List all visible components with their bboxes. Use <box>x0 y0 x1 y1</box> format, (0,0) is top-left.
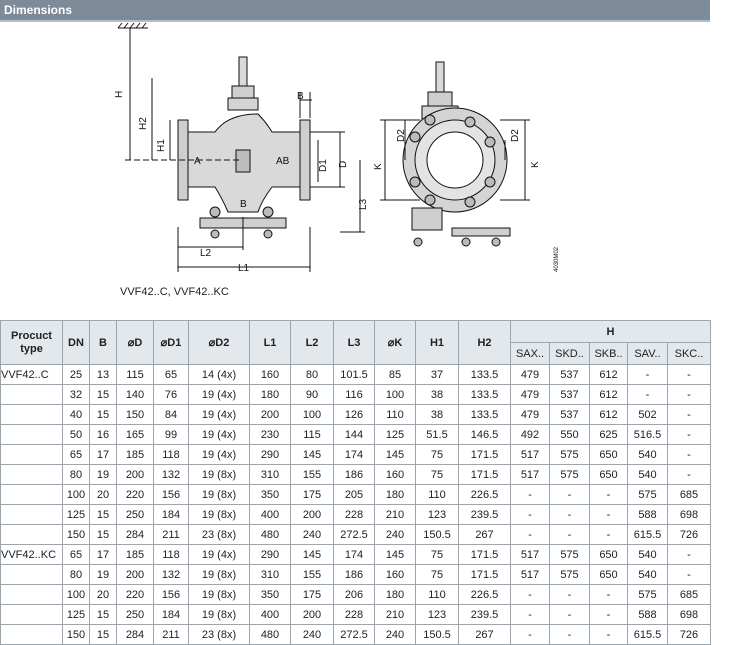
table-cell: 160 <box>250 365 291 385</box>
table-cell: 20 <box>90 485 117 505</box>
table-cell: 171.5 <box>459 565 511 585</box>
table-cell: - <box>668 425 711 445</box>
table-cell: - <box>668 365 711 385</box>
product-type-cell <box>1 625 63 645</box>
table-cell: 150 <box>63 625 90 645</box>
section-title: Dimensions <box>4 3 73 17</box>
table-cell: 145 <box>291 445 334 465</box>
table-cell: 615.5 <box>628 625 668 645</box>
table-cell: 200 <box>291 605 334 625</box>
table-cell: 118 <box>154 545 189 565</box>
header-d: ⌀D <box>117 321 154 365</box>
table-cell: 685 <box>668 585 711 605</box>
table-cell: 210 <box>375 605 416 625</box>
table-cell: 250 <box>117 605 154 625</box>
table-cell: 210 <box>375 505 416 525</box>
table-cell: 90 <box>291 385 334 405</box>
table-cell: 80 <box>63 565 90 585</box>
product-type-cell <box>1 605 63 625</box>
table-cell: 174 <box>334 545 375 565</box>
table-cell: 479 <box>511 385 550 405</box>
header-d1: ⌀D1 <box>154 321 189 365</box>
product-type-cell <box>1 445 63 465</box>
table-cell: - <box>550 585 590 605</box>
dim-label-l3: L3 <box>358 198 369 210</box>
port-label-ab: AB <box>276 156 290 167</box>
table-cell: 588 <box>628 505 668 525</box>
table-cell: 75 <box>416 465 459 485</box>
table-cell: 19 (8x) <box>189 465 250 485</box>
table-cell: 15 <box>90 505 117 525</box>
dim-label-k-right: K <box>530 161 541 168</box>
dim-label-l2: L2 <box>200 248 212 259</box>
table-row <box>1 585 711 605</box>
table-cell: - <box>668 465 711 485</box>
header-dn: DN <box>63 321 90 365</box>
table-row <box>1 445 711 465</box>
table-cell: 588 <box>628 605 668 625</box>
table-cell: - <box>668 405 711 425</box>
table-cell: 75 <box>416 545 459 565</box>
table-cell: - <box>590 525 628 545</box>
table-cell: 650 <box>590 445 628 465</box>
table-cell: 19 (4x) <box>189 545 250 565</box>
table-cell: 110 <box>375 405 416 425</box>
table-row <box>1 545 711 565</box>
header-h-sub: SKB.. <box>590 343 628 365</box>
product-type-cell <box>1 585 63 605</box>
table-cell: 612 <box>590 365 628 385</box>
table-cell: 220 <box>117 485 154 505</box>
table-cell: 19 (8x) <box>189 505 250 525</box>
table-cell: - <box>590 585 628 605</box>
table-cell: 239.5 <box>459 505 511 525</box>
table-cell: 38 <box>416 405 459 425</box>
table-cell: - <box>550 505 590 525</box>
table-cell: 133.5 <box>459 405 511 425</box>
port-label-b: B <box>240 199 247 210</box>
table-cell: 150.5 <box>416 525 459 545</box>
table-cell: 480 <box>250 525 291 545</box>
table-cell: 698 <box>668 605 711 625</box>
table-cell: 240 <box>375 525 416 545</box>
table-cell: 350 <box>250 485 291 505</box>
table-cell: 698 <box>668 505 711 525</box>
table-cell: 19 (4x) <box>189 405 250 425</box>
table-cell: 650 <box>590 565 628 585</box>
table-cell: 100 <box>291 405 334 425</box>
table-cell: 40 <box>63 405 90 425</box>
product-type-cell <box>1 485 63 505</box>
table-cell: 537 <box>550 385 590 405</box>
table-cell: 228 <box>334 505 375 525</box>
table-row <box>1 605 711 625</box>
header-h2: H2 <box>459 321 511 365</box>
table-cell: 350 <box>250 585 291 605</box>
table-cell: 517 <box>511 445 550 465</box>
table-cell: 19 (8x) <box>189 585 250 605</box>
table-cell: 205 <box>334 485 375 505</box>
table-cell: 19 (8x) <box>189 565 250 585</box>
table-cell: 226.5 <box>459 485 511 505</box>
table-cell: - <box>550 485 590 505</box>
table-cell: 537 <box>550 365 590 385</box>
table-cell: 174 <box>334 445 375 465</box>
table-cell: 502 <box>628 405 668 425</box>
table-cell: 23 (8x) <box>189 625 250 645</box>
table-cell: 228 <box>334 605 375 625</box>
table-cell: 290 <box>250 545 291 565</box>
product-type-cell <box>1 525 63 545</box>
table-cell: 19 (4x) <box>189 445 250 465</box>
table-cell: 726 <box>668 525 711 545</box>
table-cell: 165 <box>117 425 154 445</box>
table-cell: 19 <box>90 465 117 485</box>
dim-label-h1: H1 <box>156 139 167 152</box>
table-cell: 184 <box>154 505 189 525</box>
table-cell: - <box>590 625 628 645</box>
table-cell: 185 <box>117 545 154 565</box>
table-cell: 575 <box>550 545 590 565</box>
header-h-sub: SKC.. <box>668 343 711 365</box>
table-cell: - <box>668 385 711 405</box>
product-type-cell <box>1 385 63 405</box>
table-cell: 492 <box>511 425 550 445</box>
table-cell: 175 <box>291 585 334 605</box>
table-cell: 150 <box>63 525 90 545</box>
table-cell: 146.5 <box>459 425 511 445</box>
table-cell: 17 <box>90 445 117 465</box>
table-cell: - <box>590 605 628 625</box>
table-cell: 100 <box>63 585 90 605</box>
table-cell: 240 <box>291 525 334 545</box>
table-cell: 19 (4x) <box>189 425 250 445</box>
table-cell: 32 <box>63 385 90 405</box>
table-cell: 211 <box>154 625 189 645</box>
table-cell: 156 <box>154 485 189 505</box>
table-cell: 160 <box>375 565 416 585</box>
table-cell: 272.5 <box>334 625 375 645</box>
table-cell: 537 <box>550 405 590 425</box>
table-cell: - <box>550 625 590 645</box>
table-cell: 110 <box>416 485 459 505</box>
table-cell: 200 <box>117 465 154 485</box>
table-cell: 38 <box>416 385 459 405</box>
header-l3: L3 <box>334 321 375 365</box>
table-cell: - <box>550 605 590 625</box>
table-cell: - <box>550 525 590 545</box>
table-cell: 76 <box>154 385 189 405</box>
table-cell: 15 <box>90 625 117 645</box>
table-cell: 550 <box>550 425 590 445</box>
table-cell: 575 <box>628 585 668 605</box>
table-cell: 240 <box>375 625 416 645</box>
table-cell: 625 <box>590 425 628 445</box>
table-cell: 186 <box>334 565 375 585</box>
table-cell: 250 <box>117 505 154 525</box>
table-cell: 612 <box>590 405 628 425</box>
table-cell: 133.5 <box>459 385 511 405</box>
dim-label-h: H <box>114 90 125 98</box>
table-cell: 479 <box>511 365 550 385</box>
header-l2: L2 <box>291 321 334 365</box>
table-cell: 267 <box>459 525 511 545</box>
table-cell: - <box>668 445 711 465</box>
table-cell: 118 <box>154 445 189 465</box>
table-cell: 19 (8x) <box>189 485 250 505</box>
table-cell: 290 <box>250 445 291 465</box>
product-type-cell <box>1 405 63 425</box>
table-cell: 575 <box>550 565 590 585</box>
table-cell: 25 <box>63 365 90 385</box>
table-cell: 15 <box>90 385 117 405</box>
table-cell: 650 <box>590 545 628 565</box>
table-cell: 310 <box>250 465 291 485</box>
table-cell: 685 <box>668 485 711 505</box>
table-cell: 115 <box>117 365 154 385</box>
table-cell: 185 <box>117 445 154 465</box>
valve-dimension-drawing <box>0 22 750 320</box>
table-cell: 100 <box>375 385 416 405</box>
table-cell: 17 <box>90 545 117 565</box>
table-cell: 84 <box>154 405 189 425</box>
table-cell: 50 <box>63 425 90 445</box>
header-h: H <box>511 321 711 343</box>
table-cell: 267 <box>459 625 511 645</box>
table-cell: 155 <box>291 465 334 485</box>
table-cell: 284 <box>117 625 154 645</box>
table-cell: 80 <box>291 365 334 385</box>
table-row <box>1 505 711 525</box>
table-cell: 20 <box>90 585 117 605</box>
table-cell: 75 <box>416 565 459 585</box>
header-d2: ⌀D2 <box>189 321 250 365</box>
table-cell: 65 <box>154 365 189 385</box>
dim-label-d2-left: D2 <box>396 129 407 142</box>
table-cell: 540 <box>628 565 668 585</box>
table-cell: 180 <box>375 485 416 505</box>
header-h-sub: SAV.. <box>628 343 668 365</box>
table-cell: 540 <box>628 445 668 465</box>
dim-label-d1: D1 <box>318 159 329 172</box>
table-cell: 220 <box>117 585 154 605</box>
table-cell: 284 <box>117 525 154 545</box>
table-cell: 615.5 <box>628 525 668 545</box>
table-cell: 123 <box>416 605 459 625</box>
table-row <box>1 465 711 485</box>
table-cell: 230 <box>250 425 291 445</box>
table-cell: 171.5 <box>459 445 511 465</box>
table-cell: - <box>511 625 550 645</box>
table-cell: 479 <box>511 405 550 425</box>
product-type-cell <box>1 565 63 585</box>
table-row <box>1 405 711 425</box>
table-cell: 200 <box>250 405 291 425</box>
table-cell: 226.5 <box>459 585 511 605</box>
table-cell: 16 <box>90 425 117 445</box>
table-cell: - <box>511 505 550 525</box>
table-cell: 19 (8x) <box>189 605 250 625</box>
table-cell: 650 <box>590 465 628 485</box>
table-cell: - <box>668 565 711 585</box>
table-cell: 145 <box>291 545 334 565</box>
header-b: B <box>90 321 117 365</box>
table-cell: 175 <box>291 485 334 505</box>
table-cell: 75 <box>416 445 459 465</box>
table-cell: 99 <box>154 425 189 445</box>
table-cell: 184 <box>154 605 189 625</box>
dim-label-h2: H2 <box>138 117 149 130</box>
table-cell: 126 <box>334 405 375 425</box>
table-cell: - <box>511 585 550 605</box>
table-cell: 160 <box>375 465 416 485</box>
table-cell: 240 <box>291 625 334 645</box>
table-cell: 23 (8x) <box>189 525 250 545</box>
header-k: ⌀K <box>375 321 416 365</box>
table-cell: 125 <box>63 505 90 525</box>
table-cell: - <box>628 385 668 405</box>
dim-label-b: B <box>297 91 304 102</box>
table-cell: 400 <box>250 505 291 525</box>
table-row <box>1 625 711 645</box>
table-cell: 206 <box>334 585 375 605</box>
table-cell: 239.5 <box>459 605 511 625</box>
product-type-cell: VVF42..KC <box>1 545 63 565</box>
table-cell: 85 <box>375 365 416 385</box>
table-cell: 171.5 <box>459 545 511 565</box>
table-cell: 132 <box>154 465 189 485</box>
header-h-sub: SKD.. <box>550 343 590 365</box>
dim-label-l1: L1 <box>238 263 250 274</box>
table-cell: 65 <box>63 545 90 565</box>
table-cell: 517 <box>511 465 550 485</box>
table-cell: 480 <box>250 625 291 645</box>
table-cell: 575 <box>628 485 668 505</box>
dim-label-d: D <box>338 160 349 168</box>
product-type-cell <box>1 465 63 485</box>
table-cell: 80 <box>63 465 90 485</box>
table-cell: 133.5 <box>459 365 511 385</box>
table-cell: - <box>590 485 628 505</box>
table-cell: 101.5 <box>334 365 375 385</box>
table-cell: 540 <box>628 465 668 485</box>
table-cell: 100 <box>63 485 90 505</box>
product-type-cell: VVF42..C <box>1 365 63 385</box>
table-cell: 140 <box>117 385 154 405</box>
table-row <box>1 525 711 545</box>
table-row <box>1 425 711 445</box>
table-cell: - <box>668 545 711 565</box>
product-type-cell <box>1 505 63 525</box>
table-row <box>1 565 711 585</box>
table-row <box>1 365 711 385</box>
table-cell: 110 <box>416 585 459 605</box>
figure-caption: VVF42..C, VVF42..KC <box>120 286 229 298</box>
table-row <box>1 385 711 405</box>
table-cell: 272.5 <box>334 525 375 545</box>
table-cell: 575 <box>550 445 590 465</box>
header-h-sub: SAX.. <box>511 343 550 365</box>
table-cell: 156 <box>154 585 189 605</box>
table-cell: 145 <box>375 545 416 565</box>
section-banner <box>0 0 710 22</box>
table-cell: 612 <box>590 385 628 405</box>
table-cell: - <box>590 505 628 525</box>
table-cell: 171.5 <box>459 465 511 485</box>
table-cell: 65 <box>63 445 90 465</box>
dimensions-table <box>0 320 711 645</box>
product-type-cell <box>1 425 63 445</box>
table-cell: 516.5 <box>628 425 668 445</box>
table-cell: 19 <box>90 565 117 585</box>
table-cell: 211 <box>154 525 189 545</box>
table-cell: 37 <box>416 365 459 385</box>
table-cell: - <box>511 485 550 505</box>
table-cell: 13 <box>90 365 117 385</box>
table-row <box>1 485 711 505</box>
table-cell: 200 <box>117 565 154 585</box>
table-cell: 575 <box>550 465 590 485</box>
port-label-a: A <box>194 156 201 167</box>
table-cell: - <box>511 605 550 625</box>
table-cell: 400 <box>250 605 291 625</box>
table-cell: 15 <box>90 405 117 425</box>
table-cell: 145 <box>375 445 416 465</box>
table-cell: 726 <box>668 625 711 645</box>
table-cell: 125 <box>375 425 416 445</box>
table-cell: 15 <box>90 525 117 545</box>
table-cell: 115 <box>291 425 334 445</box>
table-cell: 125 <box>63 605 90 625</box>
table-cell: 150 <box>117 405 154 425</box>
table-cell: 200 <box>291 505 334 525</box>
table-cell: 155 <box>291 565 334 585</box>
table-cell: 310 <box>250 565 291 585</box>
table-cell: 14 (4x) <box>189 365 250 385</box>
dim-label-k-left: K <box>373 163 384 170</box>
table-cell: 180 <box>250 385 291 405</box>
table-cell: 51.5 <box>416 425 459 445</box>
figure-code: 4030M02 <box>554 246 560 272</box>
table-cell: 186 <box>334 465 375 485</box>
header-product-type: Procuct type <box>1 321 63 365</box>
table-cell: - <box>628 365 668 385</box>
table-cell: 144 <box>334 425 375 445</box>
table-cell: 15 <box>90 605 117 625</box>
header-h1: H1 <box>416 321 459 365</box>
table-cell: 517 <box>511 545 550 565</box>
table-cell: 517 <box>511 565 550 585</box>
table-cell: 132 <box>154 565 189 585</box>
table-cell: 116 <box>334 385 375 405</box>
table-cell: 150.5 <box>416 625 459 645</box>
table-cell: 180 <box>375 585 416 605</box>
table-cell: 123 <box>416 505 459 525</box>
table-cell: - <box>511 525 550 545</box>
header-l1: L1 <box>250 321 291 365</box>
dim-label-d2-right: D2 <box>510 129 521 142</box>
table-cell: 540 <box>628 545 668 565</box>
table-cell: 19 (4x) <box>189 385 250 405</box>
